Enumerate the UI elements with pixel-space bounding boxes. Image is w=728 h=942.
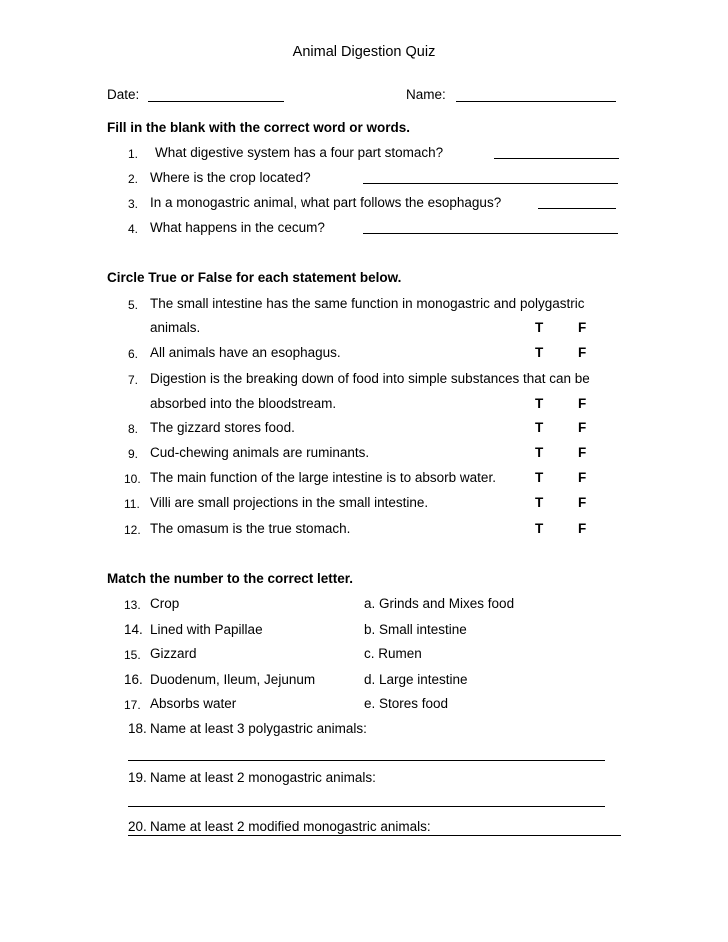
date-field[interactable] (148, 101, 284, 102)
q18-answer-field[interactable] (128, 760, 605, 761)
match-option-d: d. Large intestine (364, 672, 468, 687)
match-option-e: e. Stores food (364, 696, 449, 711)
match-option-c: c. Rumen (364, 646, 422, 661)
m13-text: Crop (150, 596, 180, 611)
section1-heading: Fill in the blank with the correct word or words. (107, 120, 411, 135)
s6-true-option[interactable]: T (535, 345, 544, 360)
m14-number: 14. (124, 622, 143, 637)
q20-number: 20. (128, 819, 147, 834)
q3-text: In a monogastric animal, what part follows the esophagus? (150, 195, 502, 210)
q3-number: 3. (128, 197, 139, 211)
s10-false-option[interactable]: F (578, 470, 587, 485)
s9-false-option[interactable]: F (578, 445, 587, 460)
q18-text: Name at least 3 polygastric animals: (150, 721, 367, 736)
s11-number: 11. (124, 497, 140, 511)
s7-false-option[interactable]: F (578, 396, 587, 411)
s6-false-option[interactable]: F (578, 345, 587, 360)
s9-true-option[interactable]: T (535, 445, 544, 460)
q1-text: What digestive system has a four part stomach? (155, 145, 444, 160)
match-option-b: b. Small intestine (364, 622, 467, 637)
q2-text: Where is the crop located? (150, 170, 311, 185)
m14-text: Lined with Papillae (150, 622, 263, 637)
q20-answer-field[interactable] (128, 835, 621, 836)
q2-number: 2. (128, 172, 139, 186)
s8-text: The gizzard stores food. (150, 420, 295, 435)
q1-number: 1. (128, 147, 139, 161)
s12-false-option[interactable]: F (578, 521, 587, 536)
q2-answer-field[interactable] (363, 183, 618, 184)
s8-false-option[interactable]: F (578, 420, 587, 435)
q19-number: 19. (128, 770, 147, 785)
q4-number: 4. (128, 222, 139, 236)
s7-text-line2: absorbed into the bloodstream. (150, 396, 337, 411)
s11-text: Villi are small projections in the small intestine. (150, 495, 429, 510)
s12-text: The omasum is the true stomach. (150, 521, 351, 536)
s7-text-line1: Digestion is the breaking down of food into simple substances that can be (150, 371, 590, 386)
m17-text: Absorbs water (150, 696, 237, 711)
m15-number: 15. (124, 648, 141, 662)
s8-number: 8. (128, 422, 139, 436)
m13-number: 13. (124, 598, 141, 612)
s11-true-option[interactable]: T (535, 495, 544, 510)
s11-false-option[interactable]: F (578, 495, 587, 510)
s10-true-option[interactable]: T (535, 470, 544, 485)
s7-true-option[interactable]: T (535, 396, 544, 411)
name-label: Name: (406, 87, 446, 102)
q4-answer-field[interactable] (363, 233, 618, 234)
m15-text: Gizzard (150, 646, 197, 661)
s5-text-line2: animals. (150, 320, 201, 335)
s10-text: The main function of the large intestine is to absorb water. (150, 470, 496, 485)
date-label: Date: (107, 87, 140, 102)
m17-number: 17. (124, 698, 141, 712)
s12-number: 12. (124, 523, 141, 537)
q19-answer-field[interactable] (128, 806, 605, 807)
s10-number: 10. (124, 472, 141, 486)
s7-number: 7. (128, 373, 139, 387)
s9-number: 9. (128, 447, 139, 461)
s6-text: All animals have an esophagus. (150, 345, 341, 360)
s8-true-option[interactable]: T (535, 420, 544, 435)
section2-heading: Circle True or False for each statement below. (107, 270, 402, 285)
match-option-a: a. Grinds and Mixes food (364, 596, 515, 611)
s6-number: 6. (128, 347, 139, 361)
q1-answer-field[interactable] (494, 158, 619, 159)
s5-true-option[interactable]: T (535, 320, 544, 335)
q4-text: What happens in the cecum? (150, 220, 325, 235)
name-field[interactable] (456, 101, 616, 102)
m16-text: Duodenum, Ileum, Jejunum (150, 672, 316, 687)
section3-heading: Match the number to the correct letter. (107, 571, 354, 586)
s5-text-line1: The small intestine has the same function in monogastric and polygastric (150, 296, 585, 311)
q18-number: 18. (128, 721, 147, 736)
q20-text: Name at least 2 modified monogastric animals: (150, 819, 431, 834)
s5-number: 5. (128, 298, 139, 312)
s12-true-option[interactable]: T (535, 521, 544, 536)
page-title: Animal Digestion Quiz (292, 44, 436, 60)
q19-text: Name at least 2 monogastric animals: (150, 770, 376, 785)
q3-answer-field[interactable] (538, 208, 616, 209)
m16-number: 16. (124, 672, 143, 687)
s5-false-option[interactable]: F (578, 320, 587, 335)
s9-text: Cud-chewing animals are ruminants. (150, 445, 370, 460)
